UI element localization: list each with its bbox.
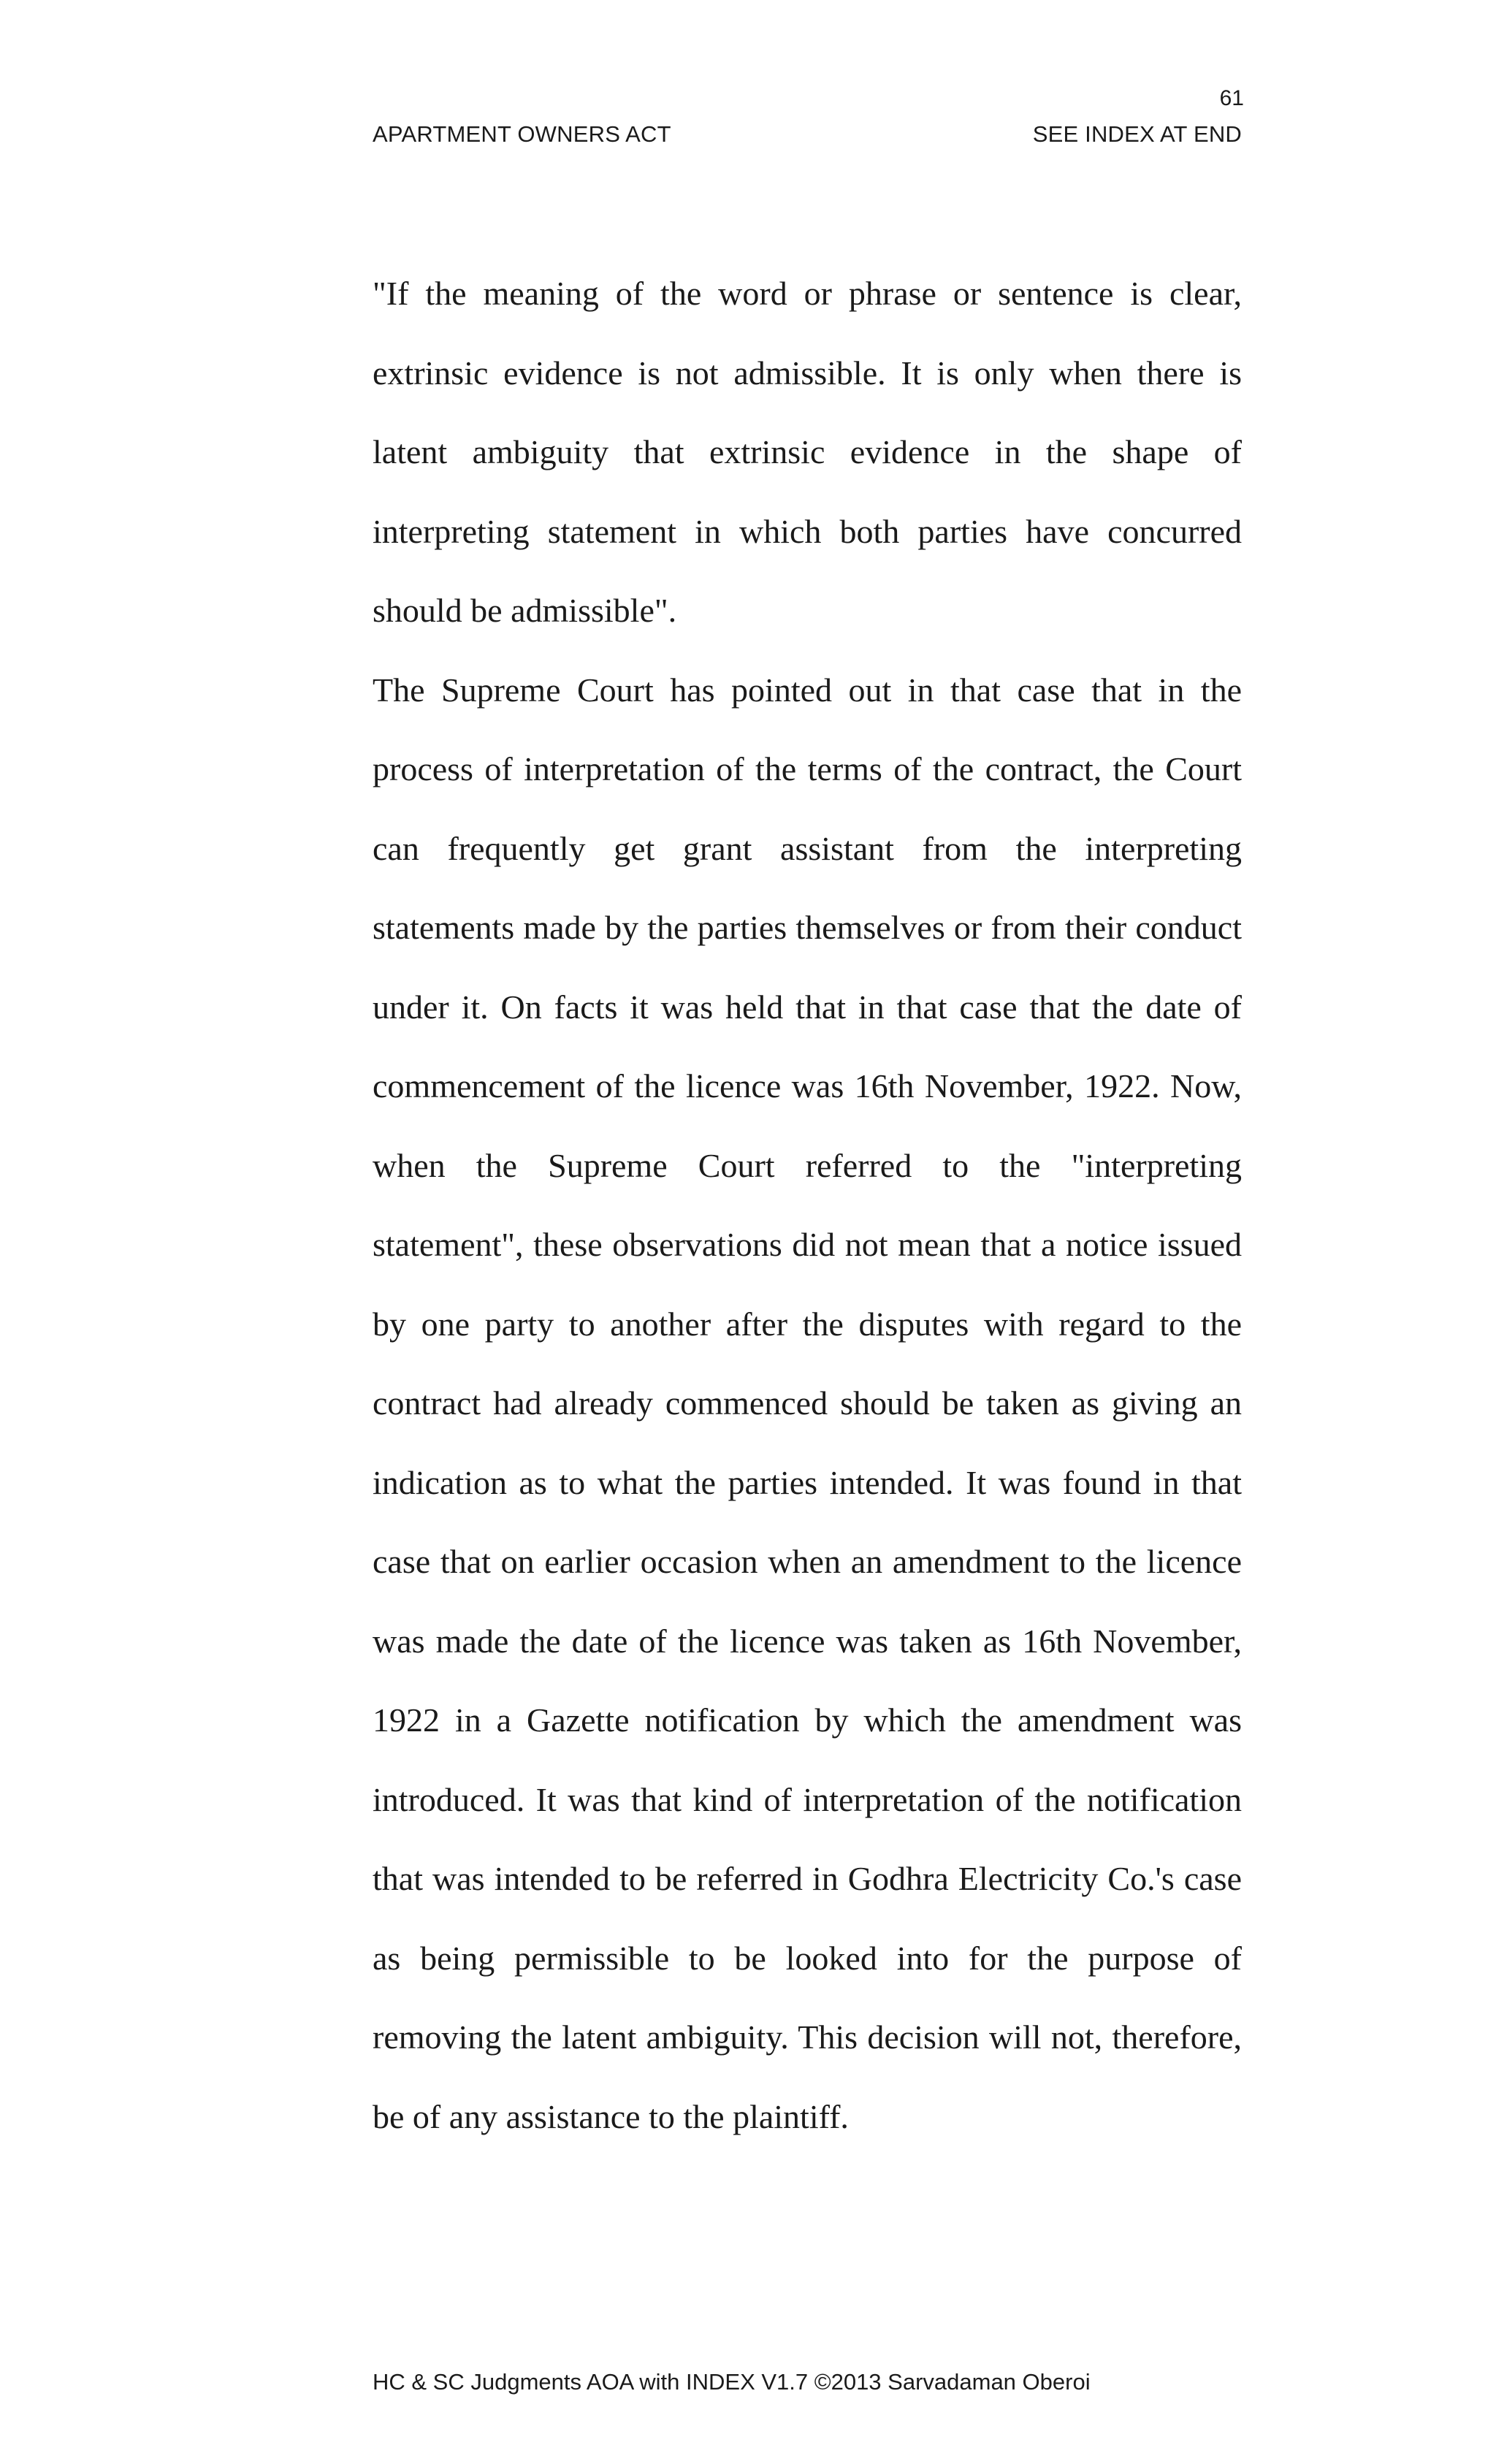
- header-title: APARTMENT OWNERS ACT: [373, 121, 671, 147]
- quoted-paragraph: "If the meaning of the word or phrase or sentence is clear, extrinsic evidence is not admissible. It is only when there is latent ambiguity that extrinsic evidence in the shape of interpreting statement in which both parties have concurred should be admissible".: [373, 275, 1242, 629]
- page-number: 61: [1219, 86, 1244, 110]
- page-footer: HC & SC Judgments AOA with INDEX V1.7 ©2013 Sarvadaman Oberoi: [373, 2369, 1091, 2395]
- header-index-note: SEE INDEX AT END: [1032, 121, 1242, 147]
- body-paragraph: The Supreme Court has pointed out in that case that in the process of interpretation of the terms of the contract, the Court can frequently get grant assistant from the interpreting statements made by the parties themselves or from their conduct under it. On facts it was held that in that case that the date of commencement of the licence was 16th November, 1922. Now, when the Supreme Court referred to the "interpreting statement", these observations did not mean that a notice issued by one party to another after the disputes with regard to the contract had already commenced should be taken as giving an indication as to what the parties intended. It was found in that case that on earlier occasion when an amendment to the licence was made the date of the licence was taken as 16th November, 1922 in a Gazette notification by which the amendment was introduced. It was that kind of interpretation of the notification that was intended to be referred in Godhra Electricity Co.'s case as being permissible to be looked into for the purpose of removing the latent ambiguity. This decision will not, therefore, be of any assistance to the plaintiff.: [373, 671, 1242, 2135]
- document-body: [373, 254, 1242, 2156]
- running-header: [373, 123, 1242, 145]
